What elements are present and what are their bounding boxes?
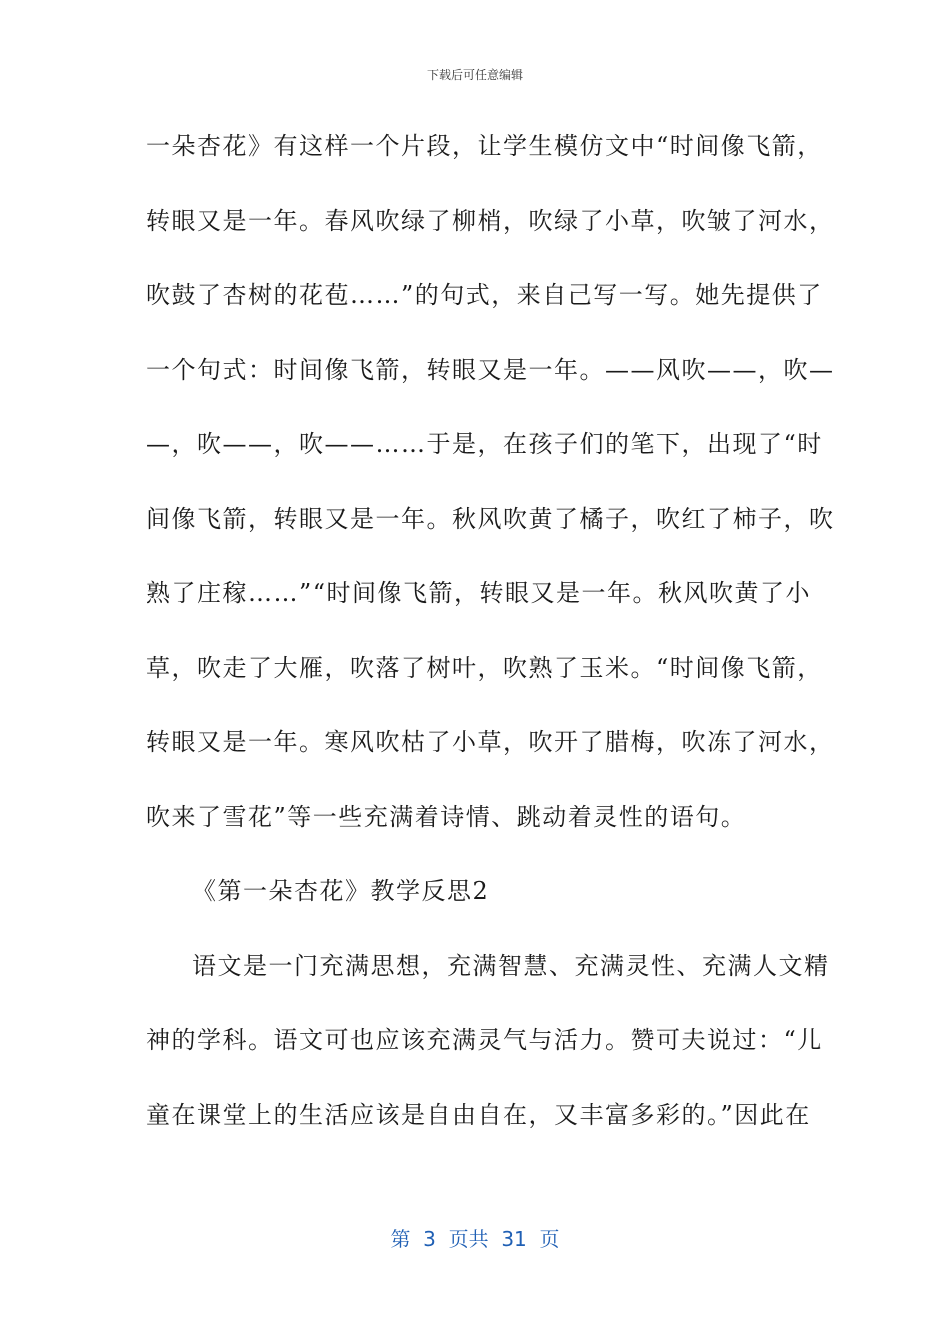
text-line: 转眼又是一年。寒风吹枯了小草，吹开了腊梅，吹冻了河水， xyxy=(146,728,835,756)
text-line: 一个句式：时间像飞箭，转眼又是一年。——风吹——，吹— xyxy=(146,355,835,384)
text-line: 转眼又是一年。春风吹绿了柳梢，吹绿了小草，吹皱了河水， xyxy=(146,206,835,235)
page-number-footer: 第 3 页共 31 页 xyxy=(390,1227,560,1251)
text-line: 草，吹走了大雁，吹落了树叶，吹熟了玉米。“时间像飞箭， xyxy=(146,653,823,682)
text-line: 吹鼓了杏树的花苞……”的句式，来自己写一写。她先提供了 xyxy=(146,281,823,309)
text-line: 间像飞箭，转眼又是一年。秋风吹黄了橘子，吹红了柿子，吹 xyxy=(146,504,835,533)
text-line: —，吹——，吹——……于是，在孩子们的笔下，出现了“时 xyxy=(146,430,823,458)
text-line: 吹来了雪花”等一些充满着诗情、跳动着灵性的语句。 xyxy=(146,802,747,831)
page-header-note: 下载后可任意编辑 xyxy=(426,68,523,82)
section-heading: 《第一朵杏花》教学反思2 xyxy=(192,877,490,905)
text-line: 一朵杏花》有这样一个片段，让学生模仿文中“时间像飞箭， xyxy=(146,132,823,160)
text-line: 熟了庄稼……”“时间像飞箭，转眼又是一年。秋风吹黄了小 xyxy=(146,579,812,607)
text-line: 语文是一门充满思想，充满智慧、充满灵性、充满人文精 xyxy=(192,951,830,980)
text-line: 童在课堂上的生活应该是自由自在，又丰富多彩的。”因此在 xyxy=(146,1100,811,1129)
document-body xyxy=(146,124,835,1167)
text-line: 神的学科。语文可也应该充满灵气与活力。赞可夫说过：“儿 xyxy=(146,1026,823,1054)
